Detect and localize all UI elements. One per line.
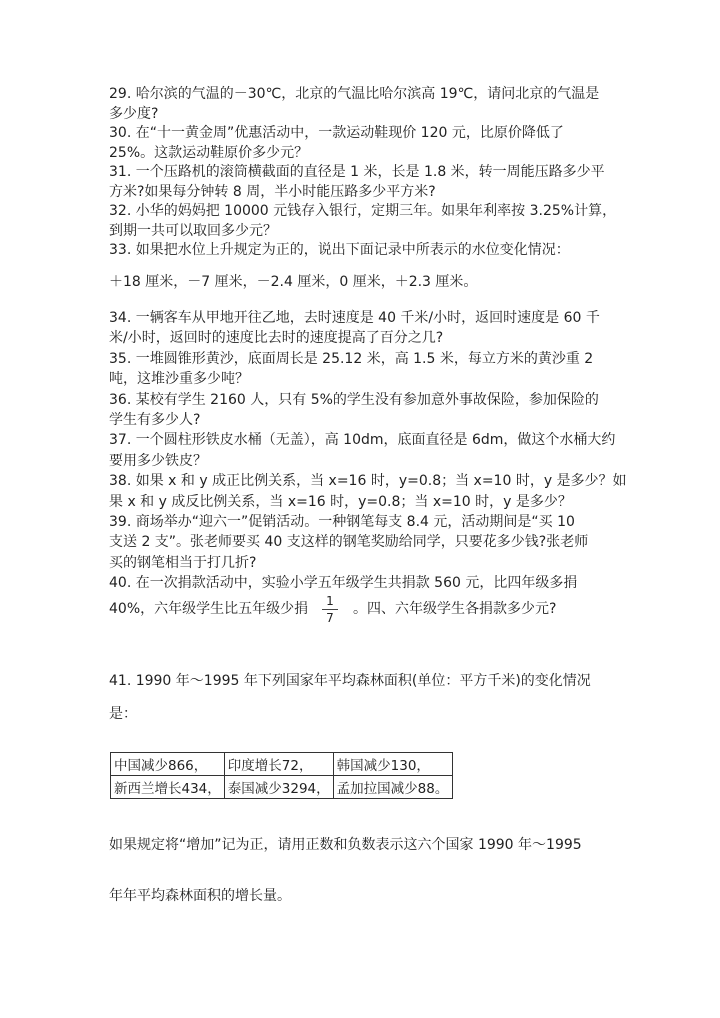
- text-line: 31. 一个压路机的滚筒横截面的直径是 1 米，长是 1.8 米，转一周能压路多少平: [109, 164, 605, 180]
- table-cell: 孟加拉国减少88。: [333, 776, 452, 799]
- questions-34-40: [109, 308, 627, 594]
- text-line: 35. 一堆圆锥形黄沙，底面周长是 25.12 米，高 1.5 米，每立方米的黄沙重 2: [109, 350, 594, 367]
- text-line: 40. 在一次捐款活动中，实验小学五年级学生共捐款 560 元，比四年级多捐: [109, 575, 578, 592]
- text-line: 32. 小华的妈妈把 10000 元钱存入银行，定期三年。如果年利率按 3.25%计算，: [109, 203, 617, 219]
- fraction-denominator: 7: [326, 611, 334, 625]
- text-line: 36. 某校有学生 2160 人，只有 5%的学生没有参加意外事故保险，参加保险的: [109, 391, 599, 408]
- table-cell: 泰国减少3294，: [224, 776, 333, 799]
- text-line: 33. 如果把水位上升规定为正的，说出下面记录中所表示的水位变化情况：: [109, 242, 570, 258]
- q40-continued-b: 。四、六年级学生各捐款多少元?: [353, 601, 557, 617]
- table-row: [111, 776, 453, 799]
- q41-line3: 如果规定将“增加”记为正，请用正数和负数表示这六个国家 1990 年～1995: [109, 837, 582, 853]
- q40-continued-a: 40%，六年级学生比五年级少捐: [109, 601, 309, 617]
- text-line: 学生有多少人?: [109, 412, 201, 429]
- fraction-one-seventh: [322, 594, 338, 625]
- text-line: 34. 一辆客车从甲地开往乙地，去时速度是 40 千米/小时，返回时速度是 60 千: [109, 310, 600, 326]
- q41-line4: 年年平均森林面积的增长量。: [109, 888, 291, 904]
- water-levels: ＋18 厘米，－7 厘米，－2.4 厘米，0 厘米，＋2.3 厘米。: [109, 274, 478, 290]
- text-line: 要用多少铁皮？: [109, 452, 207, 469]
- fraction-numerator: 1: [326, 594, 334, 608]
- text-line: 米/小时，返回时的速度比去时的速度提高了百分之几?: [109, 330, 444, 347]
- text-line: 买的钢笔相当于打几折?: [109, 554, 257, 571]
- text-line: 30. 在“十一黄金周”优惠活动中，一款运动鞋现价 120 元，比原价降低了: [109, 125, 564, 141]
- text-line: 39. 商场举办“迎六一”促销活动。一种钢笔每支 8.4 元，活动期间是“买 10: [109, 514, 575, 531]
- text-line: 38. 如果 x 和 y 成正比例关系，当 x=16 时，y=0.8；当 x=10 时，y 是多少？如: [109, 473, 627, 490]
- q41-line1: 41. 1990 年～1995 年下列国家年平均森林面积(单位：平方千米)的变化情况: [109, 673, 591, 689]
- table-row: [111, 753, 453, 776]
- text-line: 25%。这款运动鞋原价多少元？: [109, 144, 309, 161]
- text-line: 方米?如果每分钟转 8 周，半小时能压路多少平方米?: [109, 183, 436, 200]
- table-cell: 印度增长72，: [224, 753, 333, 776]
- questions-29-33: [109, 85, 616, 261]
- table-cell: 韩国减少130，: [333, 753, 452, 776]
- text-line: 果 x 和 y 成反比例关系，当 x=16 时，y=0.8；当 x=10 时，y 是多少？: [109, 493, 572, 510]
- text-line: 吨，这堆沙重多少吨？: [109, 371, 249, 388]
- fraction-bar: [322, 609, 338, 610]
- text-line: 多少度?: [109, 105, 159, 122]
- q41-line2: 是：: [109, 706, 137, 722]
- forest-change-table: [110, 752, 453, 799]
- text-line: 29. 哈尔滨的气温的－30℃，北京的气温比哈尔滨高 19℃，请问北京的气温是: [109, 86, 600, 102]
- text-line: 37. 一个圆柱形铁皮水桶（无盖），高 10dm，底面直径是 6dm，做这个水桶大约: [109, 432, 616, 449]
- text-line: 支送 2 支”。张老师要买 40 支这样的钢笔奖励给同学，只要花多少钱?张老师: [109, 534, 589, 551]
- text-line: 到期一共可以取回多少元？: [109, 222, 277, 239]
- table-cell: 新西兰增长434，: [111, 776, 225, 799]
- table-cell: 中国减少866，: [111, 753, 225, 776]
